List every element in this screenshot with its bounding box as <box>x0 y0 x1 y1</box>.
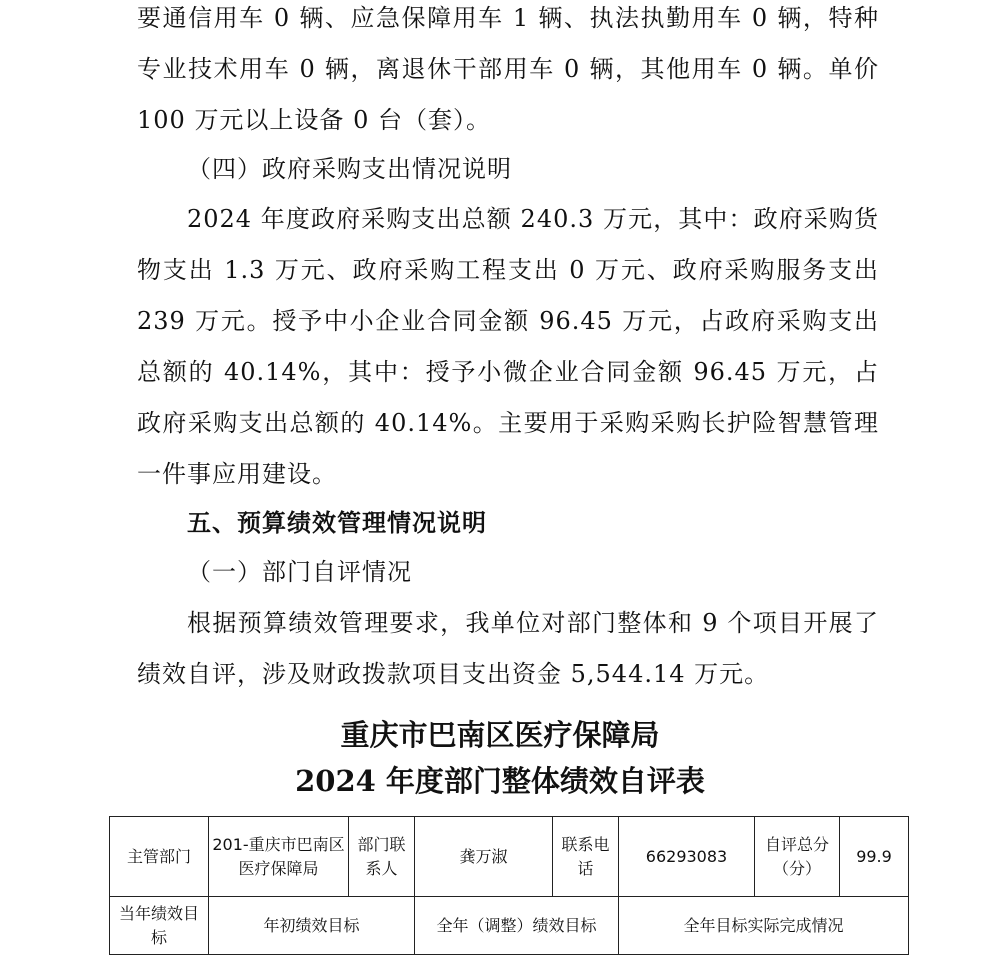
contact-label-cell: 部门联系人 <box>349 817 415 897</box>
paragraph-procurement: 2024 年度政府采购支出总额 240.3 万元，其中：政府采购货物支出 1.3 万元、政府采购工程支出 0 万元、政府采购服务支出 239 万元。授予中小企业合同金额 96.45 万元，占政府采购支出总额的 40.14%，其中：授予小微企业合同金额 96.45 万元，占政府采购支出总额的 40.14%。主要用于采购采购长护险智慧管理一件事应用建设。 <box>137 205 879 488</box>
phone-value-cell: 66293083 <box>619 817 755 897</box>
score-label-cell: 自评总分（分） <box>755 817 840 897</box>
paragraph-vehicles: 要通信用车 0 辆、应急保障用车 1 辆、执法执勤用车 0 辆，特种专业技术用车 0 辆，离退休干部用车 0 辆，其他用车 0 辆。单价 100 万元以上设备 0 台（套）。 <box>137 4 879 134</box>
initial-goal-header: 年初绩效目标 <box>209 897 415 955</box>
actual-completion-header: 全年目标实际完成情况 <box>619 897 909 955</box>
table-row <box>110 817 909 897</box>
contact-value-cell: 龚万淑 <box>415 817 553 897</box>
performance-table <box>109 816 909 955</box>
score-value-cell: 99.9 <box>840 817 909 897</box>
table-title-form: 2024 年度部门整体绩效自评表 <box>295 764 705 798</box>
goal-label-cell: 当年绩效目标 <box>110 897 209 955</box>
phone-label-cell: 联系电话 <box>553 817 619 897</box>
dept-label-cell: 主管部门 <box>110 817 209 897</box>
heading-self-evaluation: （一）部门自评情况 <box>187 558 412 586</box>
heading-section-5: 五、预算绩效管理情况说明 <box>187 508 487 537</box>
dept-value-cell: 201-重庆市巴南区医疗保障局 <box>209 817 349 897</box>
table-title-org: 重庆市巴南区医疗保障局 <box>340 718 660 752</box>
heading-procurement: （四）政府采购支出情况说明 <box>187 155 512 183</box>
paragraph-self-evaluation: 根据预算绩效管理要求，我单位对部门整体和 9 个项目开展了绩效自评，涉及财政拨款项目支出资金 5,544.14 万元。 <box>137 609 879 688</box>
adjusted-goal-header: 全年（调整）绩效目标 <box>415 897 619 955</box>
table-row <box>110 897 909 955</box>
